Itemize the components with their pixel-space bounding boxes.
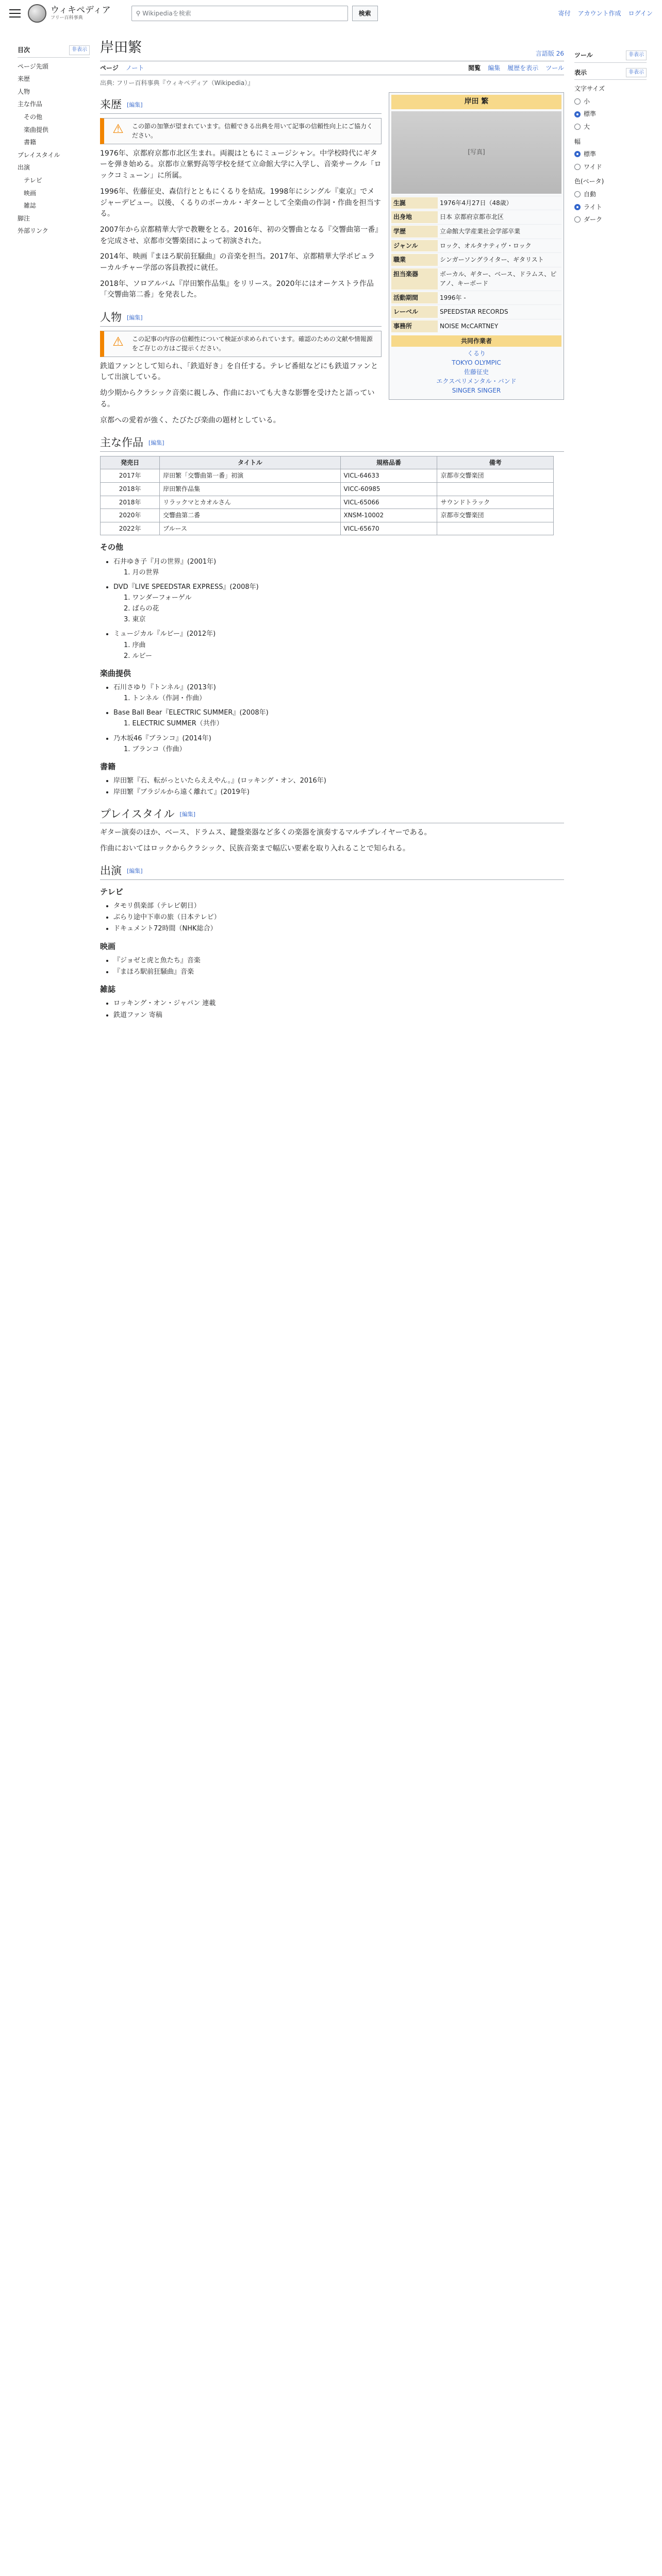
tab-read[interactable]: 閲覧 — [468, 64, 481, 72]
track-item: 1. トンネル（作詞・作曲） — [124, 694, 206, 703]
list-item: • ミュージカル『ルビー』(2012年) 1. 序曲 2. ルビー — [113, 629, 564, 661]
table-cell: リラックマとカオルさん — [160, 496, 340, 509]
track-item: 1. 月の世界 — [124, 568, 159, 577]
table-cell: VICL-64633 — [340, 469, 437, 483]
wordmark: ウィキペディア — [51, 5, 111, 16]
infobox-value: ロック、オルタナティヴ・ロック — [440, 242, 532, 249]
infobox-key: 生誕 — [391, 197, 438, 209]
table-row — [101, 509, 554, 522]
tools-heading: ツール 非表示 — [574, 50, 647, 63]
table-cell: 岸田繁作品集 — [160, 482, 340, 496]
toc-item[interactable]: 来歴 — [18, 75, 30, 83]
search-icon: ⚲ — [136, 9, 143, 17]
list-item: • タモリ倶楽部（テレビ朝日） — [113, 901, 564, 911]
tab-talk[interactable]: ノート — [125, 64, 144, 72]
section-gakkyoku: 楽曲提供 — [100, 668, 131, 678]
paragraph: 鉄道ファンとして知られ、「鉄道好き」を自任する。テレビ番組などにも鉄道ファンとして出演している。 — [100, 362, 378, 382]
site-sub: 出典: フリー百科事典『ウィキペディア（Wikipedia）』 — [100, 79, 254, 87]
table-cell: ブルース — [160, 522, 340, 535]
table-header: 規格品番 — [340, 456, 437, 469]
table-cell: 2022年 — [101, 522, 160, 535]
toc-item[interactable]: 人物 — [18, 88, 30, 95]
table-cell — [437, 522, 554, 535]
track-item: 1. 序曲 — [124, 641, 146, 649]
language-button[interactable]: 言語版 26 — [535, 50, 564, 58]
toc-sidebar — [18, 45, 90, 239]
infobox-value: 1996年 - — [440, 294, 466, 301]
table-row — [101, 522, 554, 535]
section-sonota: その他 — [100, 543, 124, 552]
toc-item[interactable]: プレイスタイル — [18, 151, 60, 159]
list-item: • Base Ball Bear『ELECTRIC SUMMER』(2008年) 1. ELECTRIC SUMMER（共作） — [113, 708, 564, 729]
infobox-row — [391, 252, 561, 267]
track-item: 2. ばらの花 — [124, 605, 159, 613]
table-cell: VICL-65670 — [340, 522, 437, 535]
tab-tools[interactable]: ツール — [545, 64, 564, 72]
top-bar — [0, 0, 662, 27]
table-header: 発売日 — [101, 456, 160, 469]
infobox-value: ボーカル、ギター、ベース、ドラムス、ピアノ、キーボード — [440, 270, 557, 287]
section-sakuhin: 主な作品 [編集] — [100, 434, 564, 452]
infobox-row — [391, 196, 561, 210]
section-eiga: 映画 — [100, 941, 116, 951]
table-cell: 2020年 — [101, 509, 160, 522]
infobox-value: SPEEDSTAR RECORDS — [440, 308, 508, 316]
toc-item[interactable]: ページ先頭 — [18, 62, 48, 70]
table-row — [101, 482, 554, 496]
toc-item[interactable]: 外部リンク — [18, 227, 48, 235]
edit-link[interactable]: [編集] — [127, 314, 143, 321]
table-row — [101, 469, 554, 483]
toc-item[interactable]: 脚注 — [18, 214, 30, 222]
notice-box: ⚠ この節の加筆が望まれています。信頼できる出典を用いて記事の信頼性向上にご協力ください。 — [100, 118, 382, 144]
search-input[interactable]: ⚲ Wikipediaを検索 — [131, 6, 348, 21]
section-shutsuen: 出演 [編集] — [100, 862, 564, 880]
color-auto-radio[interactable]: 自動 — [574, 190, 647, 199]
section-raireki: 来歴 [編集] — [100, 96, 382, 114]
paragraph: 2007年から京都精華大学で教鞭をとる。2016年、初の交響曲となる『交響曲第一番』を完成させ、京都市交響楽団によって初演された。 — [100, 225, 379, 245]
assoc-link[interactable]: くるり — [467, 350, 486, 358]
track-item: 3. 東京 — [124, 616, 146, 624]
table-cell: XNSM-10002 — [340, 509, 437, 522]
edit-link[interactable]: [編集] — [148, 439, 164, 446]
section-play: プレイスタイル [編集] — [100, 806, 564, 823]
table-cell: VICC-60985 — [340, 482, 437, 496]
paragraph: ギター演奏のほか、ベース、ドラムス、鍵盤楽器など多くの楽器を演奏するマルチプレイヤーである。 — [100, 828, 432, 837]
color-light-radio[interactable]: ライト — [574, 202, 647, 212]
paragraph: 2018年、ソロアルバム『岸田繁作品集』をリリース。2020年にはオーケストラ作品「交響曲第二番」を発表した。 — [100, 279, 374, 299]
section-tv: テレビ — [100, 887, 123, 896]
list-item: • ロッキング・オン・ジャパン 連載 — [113, 998, 564, 1009]
infobox-row — [391, 224, 561, 239]
section-shoseki: 書籍 — [100, 761, 116, 771]
tools-sidebar — [574, 45, 647, 228]
toc-item[interactable]: 楽曲提供 — [24, 126, 49, 133]
edit-link[interactable]: [編集] — [179, 811, 196, 818]
donate-link[interactable]: 寄付 — [558, 9, 571, 17]
width-wide-radio[interactable]: ワイド — [574, 162, 647, 172]
edit-link[interactable]: [編集] — [127, 101, 143, 108]
tagline: フリー百科事典 — [51, 15, 83, 21]
width-standard-radio[interactable]: 標準 — [574, 149, 647, 159]
toc-item[interactable]: 映画 — [24, 189, 37, 197]
track-item: 1. ブランコ（作曲） — [124, 745, 186, 753]
infobox-title: 岸田 繁 — [391, 95, 561, 109]
tab-history[interactable]: 履歴を表示 — [507, 64, 539, 72]
toc-item[interactable]: 出演 — [18, 164, 30, 172]
infobox-value: 1976年4月27日（48歳） — [440, 199, 512, 207]
infobox-key: 出身地 — [391, 211, 438, 223]
table-cell: 京都市交響楽団 — [437, 509, 554, 522]
warning-icon: ⚠ — [112, 121, 124, 136]
track-item: 1. ワンダーフォーゲル — [124, 594, 192, 602]
paragraph: 1996年、佐藤征史、森信行とともにくるりを結成。1998年にシングル『東京』でメジャーデビュー。以後、くるりのボーカル・ギターとして全楽曲の作詞・作曲を担当する。 — [100, 187, 381, 218]
paragraph: 京都への愛着が強く、たびたび楽曲の題材としている。 — [100, 416, 280, 425]
toc-item[interactable]: 雑誌 — [24, 202, 37, 210]
login-link[interactable]: ログイン — [628, 9, 653, 17]
infobox-key: 職業 — [391, 254, 438, 266]
infobox-row — [391, 239, 561, 253]
page-tabs — [100, 61, 564, 76]
table-header: 備考 — [437, 456, 554, 469]
assoc-link[interactable]: エクスペリメンタル・バンド — [436, 378, 517, 385]
paragraph: 作曲においてはロックからクラシック、民族音楽まで幅広い要素を取り入れることで知られる。 — [100, 844, 410, 853]
notice-box: ⚠ この記事の内容の信頼性について検証が求められています。確認のための文献や情報源をご存じの方はご提示ください。 — [100, 331, 382, 357]
table-cell — [437, 482, 554, 496]
toc-hide-button[interactable]: 非表示 — [69, 45, 90, 55]
table-header: タイトル — [160, 456, 340, 469]
personal-tools — [558, 9, 653, 19]
toc-item[interactable]: テレビ — [24, 176, 42, 184]
color-dark-radio[interactable]: ダーク — [574, 215, 647, 225]
warning-icon: ⚠ — [112, 334, 124, 349]
table-cell: VICL-65066 — [340, 496, 437, 509]
paragraph: 1976年、京都府京都市北区生まれ。両親はともにミュージシャン。中学校時代にギターを弾き始める。京都市立紫野高等学校を経て立命館大学に入学し、音楽サークル「ロックコミューン」に所属。 — [100, 149, 382, 180]
list-item: • ドキュメント72時間（NHK総合） — [113, 924, 564, 934]
display-heading: 表示 非表示 — [574, 68, 647, 80]
color-label: 色(ベータ) — [574, 178, 604, 185]
infobox-key: 担当楽器 — [391, 268, 438, 290]
table-cell: 岸田繁「交響曲第一番」初演 — [160, 469, 340, 483]
text-standard-radio[interactable]: 標準 — [574, 109, 647, 119]
toc-item[interactable]: 書籍 — [24, 139, 37, 146]
paragraph: 2014年、映画『まほろ駅前狂騒曲』の音楽を担当。2017年、京都精華大学ポピュラーカルチャー学部の客員教授に就任。 — [100, 252, 375, 272]
assoc-link[interactable]: SINGER SINGER — [452, 387, 501, 395]
paragraph: 幼少期からクラシック音楽に親しみ、作曲においても大きな影響を受けたと語っている。 — [100, 389, 375, 409]
list-item: • 鉄道ファン 寄稿 — [113, 1010, 564, 1021]
table-cell: 2018年 — [101, 482, 160, 496]
infobox-row — [391, 319, 561, 333]
infobox-row — [391, 210, 561, 224]
assoc-link[interactable]: TOKYO OLYMPIC — [452, 359, 501, 367]
text-large-radio[interactable]: 大 — [574, 122, 647, 132]
page-title: 岸田繁 言語版 26 — [100, 37, 564, 61]
list-item: • 岸田繁『石、転がっといたらええやん。』(ロッキング・オン、2016年) — [113, 776, 564, 786]
infobox-key: 活動期間 — [391, 292, 438, 304]
portrait-photo[interactable]: [写真] — [391, 111, 561, 194]
section-jinbutsu: 人物 [編集] — [100, 309, 382, 327]
infobox-value: 日本 京都府京都市北区 — [440, 213, 504, 221]
list-item: • 岸田繁『ブラジルから遠く離れて』(2019年) — [113, 787, 564, 798]
toc-item[interactable]: その他 — [24, 113, 43, 121]
width-label: 幅 — [574, 138, 581, 145]
infobox — [389, 92, 564, 400]
infobox-key: 学歴 — [391, 226, 438, 238]
infobox-key: レーベル — [391, 306, 438, 318]
list-item: • 石井ゆき子『月の世界』(2001年) 1. 月の世界 — [113, 557, 564, 578]
works-table — [100, 456, 554, 536]
search-button[interactable]: 検索 — [352, 6, 378, 21]
infobox-row — [391, 304, 561, 319]
list-item: • 石川さゆり『トンネル』(2013年) 1. トンネル（作詞・作曲） — [113, 683, 564, 704]
globe-icon — [28, 4, 46, 23]
edit-link[interactable]: [編集] — [127, 868, 143, 875]
tab-page[interactable]: ページ — [100, 64, 119, 72]
site-logo[interactable] — [28, 4, 111, 23]
track-item: 2. ルビー — [124, 652, 153, 660]
table-cell: サウンドトラック — [437, 496, 554, 509]
table-cell: 2018年 — [101, 496, 160, 509]
infobox-value: 立命館大学産業社会学部卒業 — [440, 227, 521, 235]
infobox-key: 事務所 — [391, 320, 438, 332]
table-cell: 交響曲第二番 — [160, 509, 340, 522]
create-account-link[interactable]: アカウント作成 — [577, 9, 621, 17]
toc-item[interactable]: 主な作品 — [18, 100, 43, 108]
infobox-assoc-title: 共同作業者 — [391, 335, 561, 347]
infobox-value: シンガーソングライター、ギタリスト — [440, 256, 544, 264]
text-size-label: 文字サイズ — [574, 85, 605, 93]
toc-heading: 目次 非表示 — [18, 45, 90, 58]
menu-icon[interactable] — [9, 9, 21, 18]
infobox-row — [391, 267, 561, 291]
list-item: • 『ジョゼと虎と魚たち』音楽 — [113, 956, 564, 966]
table-cell: 2017年 — [101, 469, 160, 483]
list-item: • ぶらり途中下車の旅（日本テレビ） — [113, 912, 564, 923]
tab-edit[interactable]: 編集 — [488, 64, 501, 72]
assoc-link[interactable]: 佐藤征史 — [464, 368, 489, 376]
main-content — [100, 37, 564, 1025]
list-item: • 『まほろ駅前狂騒曲』音楽 — [113, 967, 564, 977]
infobox-row — [391, 291, 561, 305]
list-item: • DVD『LIVE SPEEDSTAR EXPRESS』(2008年) 1. ワンダーフォーゲル 2. ばらの花 3. 東京 — [113, 582, 564, 625]
section-zasshi: 雑誌 — [100, 985, 116, 994]
track-item: 1. ELECTRIC SUMMER（共作） — [124, 720, 223, 728]
text-small-radio[interactable]: 小 — [574, 97, 647, 107]
infobox-key: ジャンル — [391, 240, 438, 252]
list-item: • 乃木坂46『ブランコ』(2014年) 1. ブランコ（作曲） — [113, 734, 564, 755]
table-cell: 京都市交響楽団 — [437, 469, 554, 483]
infobox-value: NOISE McCARTNEY — [440, 323, 499, 330]
table-row — [101, 496, 554, 509]
